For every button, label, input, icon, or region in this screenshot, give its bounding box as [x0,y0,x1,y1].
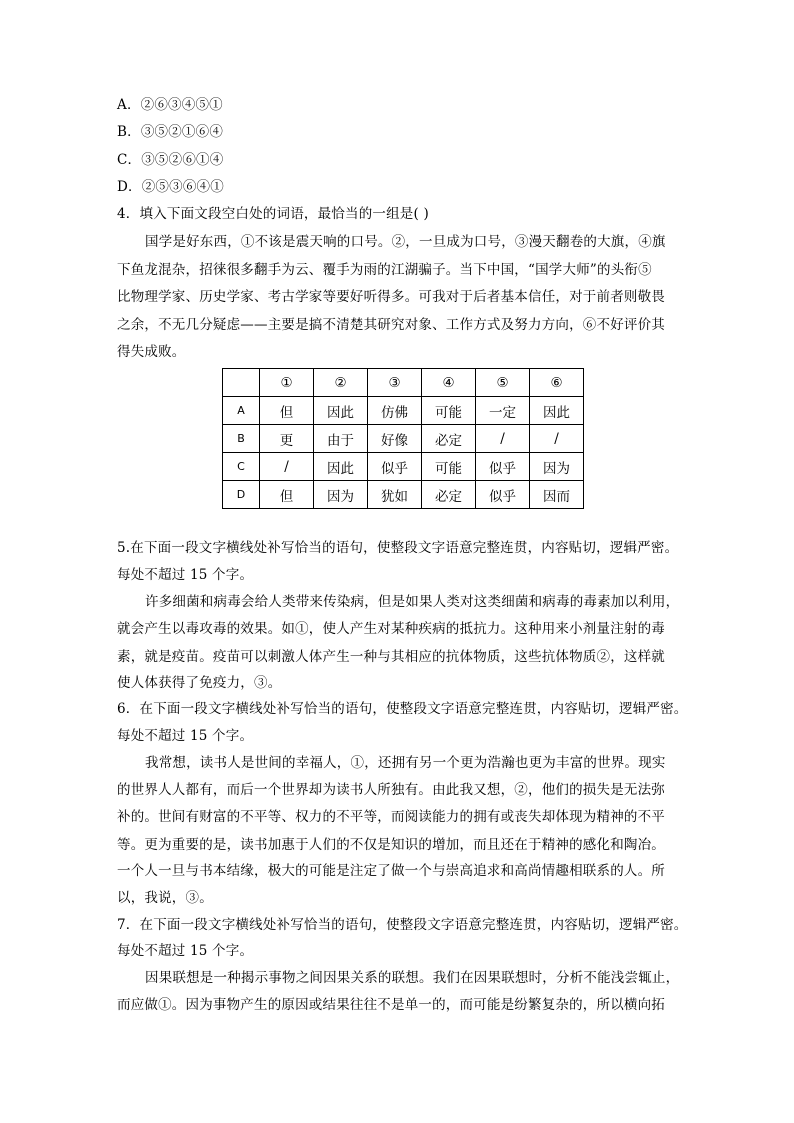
table-row [223,397,584,425]
table-cell [223,369,260,397]
table-cell: 可能 [422,397,476,425]
q5-passage-line: 就会产生以毒攻毒的效果。如①，使人产生对某种疾病的抵抗力。这种用来小剂量注射的毒 [117,621,665,637]
table-cell: ⑤ [476,369,530,397]
q7-question: 每处不超过 15 个字。 [117,943,254,959]
table-cell: D [223,481,260,509]
table-cell: 可能 [422,453,476,481]
q5-passage-line: 许多细菌和病毒会给人类带来传染病，但是如果人类对这类细菌和病毒的毒素加以利用， [145,594,680,610]
table-row [223,453,584,481]
q4-passage-line: 得失成败。 [117,344,186,360]
table-cell: 因此 [530,397,584,425]
table-cell: 似乎 [368,453,422,481]
table-cell: B [223,425,260,453]
q7-question: 7．在下面一段文字横线处补写恰当的语句，使整段文字语意完整连贯，内容贴切，逻辑严密。 [117,917,688,933]
table-row [223,425,584,453]
table-cell: ③ [368,369,422,397]
q4-passage-line: 国学是好东西，①不该是震天响的口号。②，一旦成为口号，③漫天翻卷的大旗，④旗 [145,234,666,250]
table-cell: 因此 [314,397,368,425]
option-d: D．②⑤③⑥④① [117,179,224,195]
q6-passage-line: 等。更为重要的是，读书加惠于人们的不仅是知识的增加，而且还在于精神的感化和陶冶。 [117,837,665,853]
table-cell: 一定 [476,397,530,425]
table-cell: 因而 [530,481,584,509]
table-cell: 因为 [314,481,368,509]
q5-passage-line: 素，就是疫苗。疫苗可以刺激人体产生一种与其相应的抗体物质，这些抗体物质②，这样就 [117,649,665,665]
table-header-row [223,369,584,397]
table-cell: ⑥ [530,369,584,397]
table-cell: A [223,397,260,425]
q6-passage-line: 的世界人人都有，而后一个世界却为读书人所独有。由此我又想，②，他们的损失是无法弥 [117,782,665,798]
table-cell: 更 [260,425,314,453]
q7-passage-line: 因果联想是一种揭示事物之间因果关系的联想。我们在因果联想时，分析不能浅尝辄止， [145,970,680,986]
q5-question: 每处不超过 15 个字。 [117,567,254,583]
table-row [223,481,584,509]
option-b: B．③⑤②①⑥④ [117,124,224,140]
q6-passage-line: 一个人一旦与书本结缘，极大的可能是注定了做一个与崇高追求和高尚情趣相联系的人。所 [117,863,665,879]
table-cell: 似乎 [476,453,530,481]
table-cell: 因为 [530,453,584,481]
q4-passage-line: 之余，不无几分疑虑——主要是搞不清楚其研究对象、工作方式及努力方向，⑥不好评价其 [117,317,665,333]
table-cell: 因此 [314,453,368,481]
q5-question: 5.在下面一段文字横线处补写恰当的语句，使整段文字语意完整连贯，内容贴切，逻辑严密。 [117,540,679,556]
q4-question: 4．填入下面文段空白处的词语，最恰当的一组是( ) [117,206,429,222]
table-cell: ④ [422,369,476,397]
table-cell: ① [260,369,314,397]
table-cell: 必定 [422,481,476,509]
q5-passage-line: 使人体获得了免疫力，③。 [117,675,282,691]
q4-passage-line: 比物理学家、历史学家、考古学家等要好听得多。可我对于后者基本信任，对于前者则敬畏 [117,289,665,305]
table-cell: 好像 [368,425,422,453]
option-a: A．②⑥③④⑤① [117,97,223,113]
table-cell: 仿佛 [368,397,422,425]
table-cell: 但 [260,481,314,509]
q6-passage-line: 补的。世间有财富的不平等、权力的不平等，而阅读能力的拥有或丧失却体现为精神的不平 [117,809,665,825]
table-cell: / [530,425,584,453]
option-c: C．③⑤②⑥①④ [117,152,224,168]
q6-question: 每处不超过 15 个字。 [117,728,254,744]
table-cell: 但 [260,397,314,425]
table-cell: 犹如 [368,481,422,509]
table-cell: 由于 [314,425,368,453]
q7-passage-line: 而应做①。因为事物产生的原因或结果往往不是单一的，而可能是纷繁复杂的，所以横向拓 [117,997,665,1013]
q4-options-table [222,368,584,509]
q6-passage-line: 以，我说，③。 [117,890,213,906]
table-cell: / [260,453,314,481]
table-cell: C [223,453,260,481]
table-cell: 似乎 [476,481,530,509]
table-cell: ② [314,369,368,397]
table-cell: 必定 [422,425,476,453]
table-cell: / [476,425,530,453]
q6-passage-line: 我常想，读书人是世间的幸福人，①，还拥有另一个更为浩瀚也更为丰富的世界。现实 [145,755,666,771]
q4-passage-line: 下鱼龙混杂，招徕很多翻手为云、覆手为雨的江湖骗子。当下中国，“国学大师”的头衔⑤ [117,262,652,278]
q6-question: 6．在下面一段文字横线处补写恰当的语句，使整段文字语意完整连贯，内容贴切，逻辑严密。 [117,701,688,717]
